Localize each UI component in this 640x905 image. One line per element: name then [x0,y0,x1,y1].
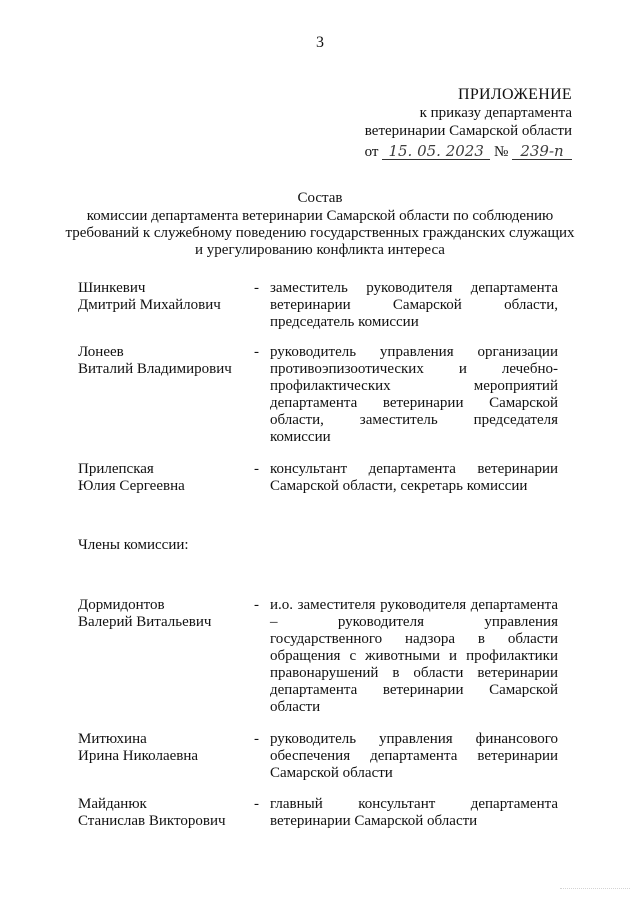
member-position: руководитель управления организации противоэпизоотических и лечебно-профилактических мероприятий департамента ветеринарии Самарской области, заместитель председателя комиссии [270,344,558,445]
title-heading: Состав [297,190,343,206]
appendix-date-number-line [365,143,572,161]
member-given-names: Юлия Сергеевна [78,478,185,494]
member-surname: Лонеев [78,344,124,360]
member-surname: Митюхина [78,731,147,747]
handwritten-date: 15. 05. 2023 [382,144,490,160]
member-name [78,280,248,314]
appendix-department-line: ветеринарии Самарской области [364,123,572,139]
member-position: руководитель управления финансового обеспечения департамента ветеринарии Самарской области [270,731,558,781]
member-name [78,731,248,765]
page-number: 3 [316,34,324,51]
member-surname: Дормидонтов [78,597,165,613]
member-position: заместитель руководителя департамента ветеринарии Самарской области, председатель комиссии [270,280,558,330]
member-surname: Майданюк [78,796,147,812]
entry-dash: - [254,461,259,477]
entry-dash: - [254,280,259,296]
appendix-title: ПРИЛОЖЕНИЕ [457,86,572,103]
member-given-names: Виталий Владимирович [78,361,232,377]
appendix-order-line: к приказу департамента [419,105,572,121]
document-title [60,190,580,259]
member-name [78,344,248,378]
title-body: комиссии департамента ветеринарии Самарской области по соблюдению требований к служебному поведению государственных гражданских служащих и урегулированию конфликта интереса [65,208,575,258]
member-position: главный консультант департамента ветеринарии Самарской области [270,796,558,829]
member-position: и.о. заместителя руководителя департамента – руководителя управления государственного надзора в области обращения с животными и профилактики правонарушений в области ветеринарии департамента ветеринарии Самарской области [270,597,558,715]
member-name [78,461,248,495]
appendix-header [365,86,572,161]
member-name [78,796,248,830]
entry-dash: - [254,796,259,812]
members-label: Члены комиссии: [78,537,189,553]
member-name [78,597,248,631]
entry-dash: - [254,344,259,360]
member-given-names: Ирина Николаевна [78,748,199,764]
date-prefix: от [364,144,379,160]
entry-dash: - [254,597,259,613]
member-given-names: Станислав Викторович [78,813,226,829]
entry-dash: - [254,731,259,747]
member-given-names: Дмитрий Михайлович [78,297,221,313]
handwritten-order-number: 239-п [512,144,572,160]
member-surname: Прилепская [78,461,154,477]
scan-artifact [560,888,630,899]
number-prefix: № [493,144,509,160]
member-surname: Шинкевич [78,280,146,296]
member-given-names: Валерий Витальевич [78,614,212,630]
member-position: консультант департамента ветеринарии Самарской области, секретарь комиссии [270,461,558,494]
